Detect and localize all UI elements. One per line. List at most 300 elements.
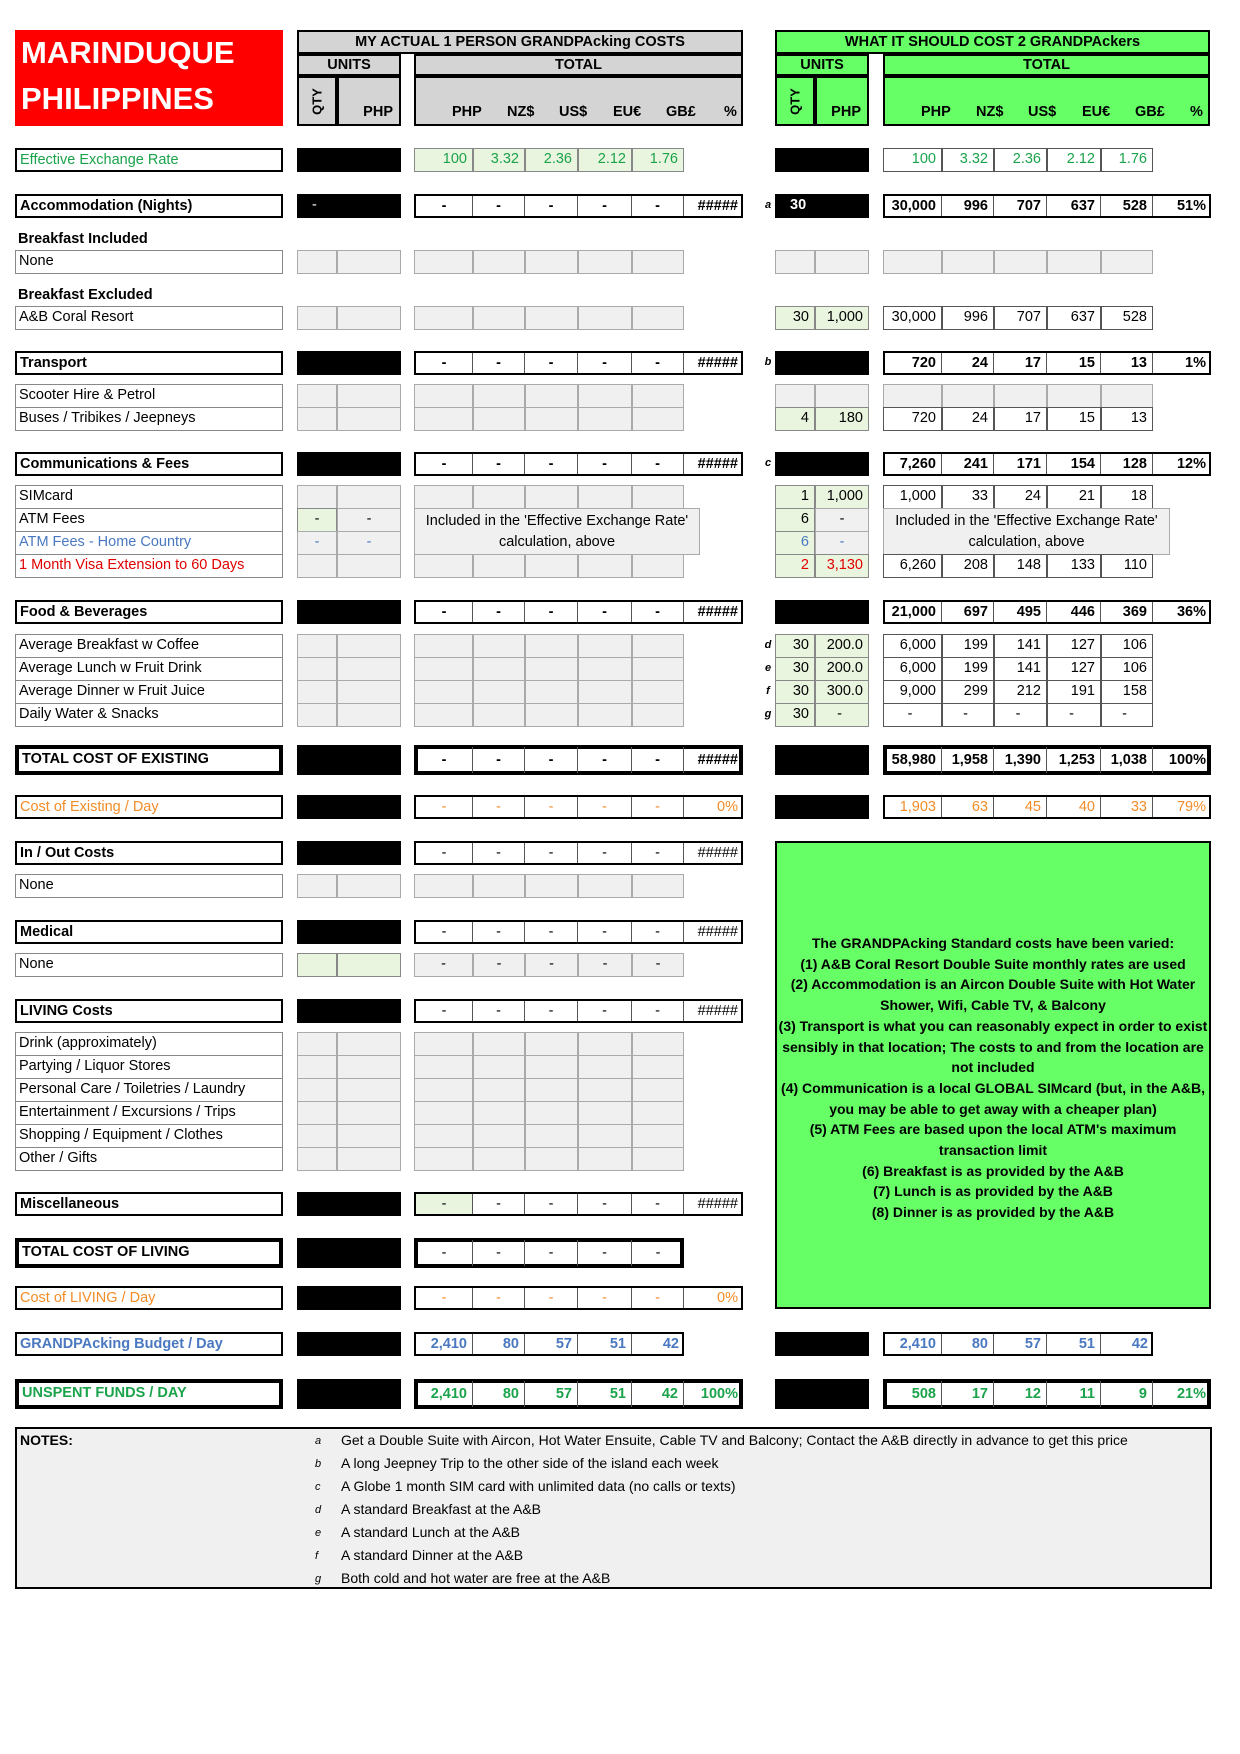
actual-val-living-4: - bbox=[632, 1001, 684, 1021]
row-label-misc: Miscellaneous bbox=[15, 1192, 283, 1216]
actual-val-inout-5: ##### bbox=[697, 845, 738, 861]
units-black-a bbox=[297, 1238, 401, 1268]
should-cur-visa-1: 208 bbox=[942, 554, 994, 578]
row-label-atmh: ATM Fees - Home Country bbox=[15, 531, 283, 555]
hdr-php-b: PHP bbox=[815, 76, 869, 126]
note-text: Both cold and hot water are free at the A&B bbox=[341, 1570, 611, 1586]
actual-cur-buses-0 bbox=[414, 407, 473, 431]
actual-php-coral bbox=[337, 306, 401, 330]
should-val-ced-0: 1,903 bbox=[885, 797, 942, 817]
actual-cur-visa-0 bbox=[414, 554, 473, 578]
units-black-b bbox=[775, 452, 869, 476]
actual-val-misc-4: - bbox=[632, 1194, 684, 1214]
included-text-line2: calculation, above bbox=[968, 534, 1085, 550]
actual-val-med-4: - bbox=[632, 922, 684, 942]
should-val-food-2: 495 bbox=[994, 602, 1047, 622]
should-qty-sim: 1 bbox=[775, 485, 815, 509]
title-block bbox=[15, 30, 283, 126]
notes-label: NOTES: bbox=[20, 1432, 73, 1448]
actual-val-ced-2: - bbox=[525, 797, 578, 817]
should-php-bkf: 200.0 bbox=[815, 634, 869, 658]
units-black-b bbox=[775, 351, 869, 375]
actual-val-cld-3: - bbox=[578, 1288, 632, 1308]
should-val-ced-3: 40 bbox=[1047, 797, 1101, 817]
should-rate-1: 3.32 bbox=[942, 148, 994, 172]
actual-val-comm-5: ##### bbox=[697, 456, 738, 472]
should-val-unspent-5: 21% bbox=[1176, 1386, 1206, 1402]
row-label-comm: Communications & Fees bbox=[15, 452, 283, 476]
units-black-a bbox=[297, 1379, 401, 1409]
should-php-sim: 1,000 bbox=[815, 485, 869, 509]
actual-val-living-2: - bbox=[525, 1001, 578, 1021]
actual-val-inout-0: - bbox=[416, 843, 473, 863]
actual-cur-other-3 bbox=[578, 1147, 632, 1171]
should-cur-visa-4: 110 bbox=[1101, 554, 1153, 578]
actual-val-living-3: - bbox=[578, 1001, 632, 1021]
actual-val-trans-3: - bbox=[578, 353, 632, 373]
actual-rate-1: 3.32 bbox=[473, 148, 525, 172]
should-val-budget-3: 51 bbox=[1047, 1334, 1101, 1354]
hdr-php: PHP bbox=[921, 104, 951, 120]
actual-cur-none3-1: - bbox=[473, 953, 525, 977]
actual-php-water bbox=[337, 703, 401, 727]
actual-val-ced-1: - bbox=[473, 797, 525, 817]
should-qty-water: 30 bbox=[775, 703, 815, 727]
actual-cur-lun-1 bbox=[473, 657, 525, 681]
should-rate-3: 2.12 bbox=[1047, 148, 1101, 172]
actual-cur-coral-3 bbox=[578, 306, 632, 330]
should-cur-sim-4: 18 bbox=[1101, 485, 1153, 509]
subhead-breakfast-included: Breakfast Included bbox=[18, 231, 148, 247]
should-val-food-1: 697 bbox=[942, 602, 994, 622]
actual-qty-other bbox=[297, 1147, 337, 1171]
should-cur-water-3: - bbox=[1047, 703, 1101, 727]
actual-cur-sim-2 bbox=[525, 485, 578, 509]
variation-note-line: (5) ATM Fees are based upon the local ATM's maximum bbox=[809, 1121, 1177, 1138]
actual-cur-sim-4 bbox=[632, 485, 684, 509]
actual-qty-sim bbox=[297, 485, 337, 509]
units-black-a bbox=[297, 452, 401, 476]
actual-cur-party-3 bbox=[578, 1055, 632, 1079]
should-cur-bkf-2: 141 bbox=[994, 634, 1047, 658]
should-cur-water-0: - bbox=[883, 703, 942, 727]
row-label-ced: Cost of Existing / Day bbox=[15, 795, 283, 819]
actual-val-inout-3: - bbox=[578, 843, 632, 863]
should-val-food-3: 446 bbox=[1047, 602, 1101, 622]
row-label-none3: None bbox=[15, 953, 283, 977]
actual-val-misc-3: - bbox=[578, 1194, 632, 1214]
variation-note-line: The GRANDPAcking Standard costs have been varied: bbox=[811, 935, 1175, 951]
qty-label: QTY bbox=[309, 88, 325, 115]
actual-php-scooter bbox=[337, 384, 401, 408]
should-val-budget-2: 57 bbox=[994, 1334, 1047, 1354]
should-php-none1 bbox=[815, 250, 869, 274]
actual-val-trans-4: - bbox=[632, 353, 684, 373]
actual-cur-ent-0 bbox=[414, 1101, 473, 1125]
hdr-usd: US$ bbox=[559, 104, 588, 120]
actual-cur-other-4 bbox=[632, 1147, 684, 1171]
actual-qty-none1 bbox=[297, 250, 337, 274]
should-val-unspent-4: 9 bbox=[1101, 1381, 1153, 1407]
actual-php-atm: - bbox=[337, 508, 401, 532]
actual-val-living-1: - bbox=[473, 1001, 525, 1021]
variation-notes-lines bbox=[777, 933, 1209, 1223]
units-black-a: - bbox=[297, 194, 401, 218]
actual-val-budget-1: 80 bbox=[473, 1334, 525, 1354]
should-cur-none1-1 bbox=[942, 250, 994, 274]
should-cur-bkf-0: 6,000 bbox=[883, 634, 942, 658]
row-label-scooter: Scooter Hire & Petrol bbox=[15, 384, 283, 408]
qty-label: QTY bbox=[787, 88, 803, 115]
actual-rate-3: 2.12 bbox=[578, 148, 632, 172]
actual-val-tcl-1: - bbox=[473, 1240, 525, 1266]
row-label-other: Other / Gifts bbox=[15, 1147, 283, 1171]
actual-val-tcl-4: - bbox=[655, 1245, 661, 1261]
should-cur-coral-4: 528 bbox=[1101, 306, 1153, 330]
row-label-none2: None bbox=[15, 874, 283, 898]
actual-cur-shop-3 bbox=[578, 1124, 632, 1148]
actual-val-tce-0: - bbox=[416, 747, 473, 773]
units-black-a bbox=[297, 1332, 401, 1356]
actual-cur-coral-0 bbox=[414, 306, 473, 330]
units-black-b bbox=[775, 148, 869, 172]
actual-cur-coral-1 bbox=[473, 306, 525, 330]
hdr-pct: % bbox=[1190, 104, 1203, 120]
should-cur-din-4: 158 bbox=[1101, 680, 1153, 704]
row-label-drink: Drink (approximately) bbox=[15, 1032, 283, 1056]
should-qty-visa: 2 bbox=[775, 554, 815, 578]
note-marker-c: c bbox=[764, 457, 772, 469]
variation-note-line: (8) Dinner is as provided by the A&B bbox=[871, 1204, 1115, 1221]
actual-val-unspent-1: 80 bbox=[473, 1381, 525, 1407]
units-black-a bbox=[297, 1192, 401, 1216]
should-val-food-4: 369 bbox=[1101, 602, 1153, 622]
should-val-tce-2: 1,390 bbox=[994, 747, 1047, 773]
actual-qty-din bbox=[297, 680, 337, 704]
actual-php-shop bbox=[337, 1124, 401, 1148]
actual-php-pcare bbox=[337, 1078, 401, 1102]
actual-val-comm-2: - bbox=[525, 454, 578, 474]
subhead-breakfast-excluded: Breakfast Excluded bbox=[18, 287, 153, 303]
should-php-scooter bbox=[815, 384, 869, 408]
row-label-inout: In / Out Costs bbox=[15, 841, 283, 865]
should-qty-bkf: 30 bbox=[775, 634, 815, 658]
should-cur-coral-0: 30,000 bbox=[883, 306, 942, 330]
actual-val-tcl-0: - bbox=[416, 1240, 473, 1266]
actual-val-inout-1: - bbox=[473, 843, 525, 863]
should-val-ced-4: 33 bbox=[1101, 797, 1153, 817]
should-val-ced-5: 79% bbox=[1176, 799, 1206, 815]
actual-val-budget-4: 42 bbox=[662, 1336, 679, 1352]
units-black-a bbox=[297, 351, 401, 375]
actual-cur-lun-0 bbox=[414, 657, 473, 681]
hdr-cur-b bbox=[883, 76, 1210, 126]
actual-php-ent bbox=[337, 1101, 401, 1125]
actual-cur-none2-3 bbox=[578, 874, 632, 898]
actual-cur-buses-4 bbox=[632, 407, 684, 431]
should-qty-atmh: 6 bbox=[775, 531, 815, 555]
actual-qty-lun bbox=[297, 657, 337, 681]
actual-val-budget-0: 2,410 bbox=[416, 1334, 473, 1354]
actual-cur-ent-1 bbox=[473, 1101, 525, 1125]
actual-val-unspent-5: 100% bbox=[700, 1386, 738, 1402]
actual-cur-water-3 bbox=[578, 703, 632, 727]
actual-val-ced-0: - bbox=[416, 797, 473, 817]
actual-val-food-3: - bbox=[578, 602, 632, 622]
row-label-none1: None bbox=[15, 250, 283, 274]
hdr-eur: EU€ bbox=[1082, 104, 1111, 120]
row-label-buses: Buses / Tribikes / Jeepneys bbox=[15, 407, 283, 431]
actual-cur-pcare-0 bbox=[414, 1078, 473, 1102]
should-cur-lun-3: 127 bbox=[1047, 657, 1101, 681]
should-cur-din-1: 299 bbox=[942, 680, 994, 704]
should-val-budget-4: 42 bbox=[1131, 1336, 1148, 1352]
note-marker-d: d bbox=[764, 639, 772, 651]
actual-php-none1 bbox=[337, 250, 401, 274]
actual-qty-party bbox=[297, 1055, 337, 1079]
note-marker-f: f bbox=[766, 685, 770, 697]
actual-val-cld-1: - bbox=[473, 1288, 525, 1308]
units-black-b bbox=[775, 745, 869, 775]
actual-val-med-3: - bbox=[578, 922, 632, 942]
units-black-a bbox=[297, 1286, 401, 1310]
should-cur-scooter-1 bbox=[942, 384, 994, 408]
actual-val-misc-2: - bbox=[525, 1194, 578, 1214]
actual-cur-buses-2 bbox=[525, 407, 578, 431]
variation-note-line: (2) Accommodation is an Aircon Double Suite with Hot Water bbox=[790, 976, 1196, 993]
actual-val-food-4: - bbox=[632, 602, 684, 622]
should-cur-visa-3: 133 bbox=[1047, 554, 1101, 578]
units-black-a bbox=[297, 920, 401, 944]
actual-val-tce-3: - bbox=[578, 747, 632, 773]
units-black-a bbox=[297, 999, 401, 1023]
actual-cur-shop-2 bbox=[525, 1124, 578, 1148]
actual-val-unspent-2: 57 bbox=[525, 1381, 578, 1407]
actual-php-other bbox=[337, 1147, 401, 1171]
should-cur-din-2: 212 bbox=[994, 680, 1047, 704]
should-val-unspent-0: 508 bbox=[885, 1381, 942, 1407]
actual-val-misc-5: ##### bbox=[697, 1196, 738, 1212]
hdr-actual: MY ACTUAL 1 PERSON GRANDPAcking COSTS bbox=[297, 30, 743, 54]
row-label-ent: Entertainment / Excursions / Trips bbox=[15, 1101, 283, 1125]
actual-php-none3 bbox=[337, 953, 401, 977]
should-val-comm-2: 171 bbox=[994, 454, 1047, 474]
actual-val-food-0: - bbox=[416, 602, 473, 622]
should-cur-buses-0: 720 bbox=[883, 407, 942, 431]
actual-cur-water-1 bbox=[473, 703, 525, 727]
note-text: A long Jeepney Trip to the other side of the island each week bbox=[341, 1455, 719, 1471]
row-label-shop: Shopping / Equipment / Clothes bbox=[15, 1124, 283, 1148]
actual-val-comm-1: - bbox=[473, 454, 525, 474]
row-label-tcl: TOTAL COST OF LIVING bbox=[15, 1238, 283, 1268]
actual-val-tce-4: - bbox=[632, 747, 684, 773]
actual-cur-drink-3 bbox=[578, 1032, 632, 1056]
actual-val-accom-3: - bbox=[578, 196, 632, 216]
actual-cur-ent-2 bbox=[525, 1101, 578, 1125]
actual-cur-bkf-0 bbox=[414, 634, 473, 658]
should-val-unspent-2: 12 bbox=[994, 1381, 1047, 1407]
hdr-usd: US$ bbox=[1028, 104, 1057, 120]
actual-cur-din-4 bbox=[632, 680, 684, 704]
actual-val-tce-5: ##### bbox=[697, 752, 738, 768]
hdr-total-b: TOTAL bbox=[883, 54, 1210, 76]
note-key: d bbox=[315, 1504, 322, 1516]
variation-note-line: Shower, Wifi, Cable TV, & Balcony bbox=[880, 997, 1106, 1014]
actual-php-atmh: - bbox=[337, 531, 401, 555]
actual-val-comm-3: - bbox=[578, 454, 632, 474]
actual-cur-drink-1 bbox=[473, 1032, 525, 1056]
should-cur-bkf-1: 199 bbox=[942, 634, 994, 658]
actual-cur-none2-2 bbox=[525, 874, 578, 898]
actual-cur-none3-2: - bbox=[525, 953, 578, 977]
should-qty-scooter bbox=[775, 384, 815, 408]
should-cur-water-4: - bbox=[1101, 703, 1153, 727]
should-val-trans-5: 1% bbox=[1185, 355, 1206, 371]
note-key: b bbox=[315, 1458, 322, 1470]
should-cur-scooter-2 bbox=[994, 384, 1047, 408]
should-cur-lun-0: 6,000 bbox=[883, 657, 942, 681]
included-box-b bbox=[883, 508, 1170, 555]
actual-php-sim bbox=[337, 485, 401, 509]
note-marker-a: a bbox=[764, 199, 772, 211]
actual-val-med-5: ##### bbox=[697, 924, 738, 940]
actual-cur-pcare-3 bbox=[578, 1078, 632, 1102]
actual-val-tcl-3: - bbox=[578, 1240, 632, 1266]
should-val-unspent-1: 17 bbox=[942, 1381, 994, 1407]
actual-val-trans-5: ##### bbox=[697, 355, 738, 371]
should-val-trans-4: 13 bbox=[1101, 353, 1153, 373]
actual-cur-din-1 bbox=[473, 680, 525, 704]
actual-val-trans-1: - bbox=[473, 353, 525, 373]
actual-cur-none1-3 bbox=[578, 250, 632, 274]
actual-cur-water-2 bbox=[525, 703, 578, 727]
should-cur-lun-1: 199 bbox=[942, 657, 994, 681]
should-cur-water-1: - bbox=[942, 703, 994, 727]
should-val-accom-4: 528 bbox=[1101, 196, 1153, 216]
should-val-comm-0: 7,260 bbox=[885, 454, 942, 474]
actual-cur-scooter-4 bbox=[632, 384, 684, 408]
should-cur-bkf-3: 127 bbox=[1047, 634, 1101, 658]
actual-cur-sim-0 bbox=[414, 485, 473, 509]
actual-val-comm-4: - bbox=[632, 454, 684, 474]
actual-val-unspent-0: 2,410 bbox=[416, 1381, 473, 1407]
actual-val-misc-0: - bbox=[416, 1194, 473, 1214]
should-rate-4: 1.76 bbox=[1101, 148, 1153, 172]
actual-cur-water-0 bbox=[414, 703, 473, 727]
actual-qty-atm: - bbox=[297, 508, 337, 532]
actual-val-cld-0: - bbox=[416, 1288, 473, 1308]
should-val-ced-1: 63 bbox=[942, 797, 994, 817]
actual-val-inout-2: - bbox=[525, 843, 578, 863]
variation-note-line: not included bbox=[951, 1059, 1035, 1076]
actual-rate-4: 1.76 bbox=[632, 148, 684, 172]
actual-val-ced-3: - bbox=[578, 797, 632, 817]
actual-val-unspent-4: 42 bbox=[632, 1381, 684, 1407]
actual-val-budget-3: 51 bbox=[578, 1334, 632, 1354]
actual-cur-coral-2 bbox=[525, 306, 578, 330]
row-label-food: Food & Beverages bbox=[15, 600, 283, 624]
actual-php-party bbox=[337, 1055, 401, 1079]
notes-box bbox=[15, 1427, 1212, 1589]
should-qty-buses: 4 bbox=[775, 407, 815, 431]
should-cur-lun-2: 141 bbox=[994, 657, 1047, 681]
actual-cur-visa-1 bbox=[473, 554, 525, 578]
variation-note-line: (4) Communication is a local GLOBAL SIMcard (but, in the A&B, bbox=[781, 1079, 1205, 1096]
actual-cur-none2-1 bbox=[473, 874, 525, 898]
should-cur-visa-0: 6,260 bbox=[883, 554, 942, 578]
actual-val-accom-1: - bbox=[473, 196, 525, 216]
units-black-a bbox=[297, 795, 401, 819]
hdr-php: PHP bbox=[452, 104, 482, 120]
should-val-tce-0: 58,980 bbox=[885, 747, 942, 773]
should-cur-none1-0 bbox=[883, 250, 942, 274]
actual-cur-lun-3 bbox=[578, 657, 632, 681]
actual-val-inout-4: - bbox=[632, 843, 684, 863]
actual-cur-ent-3 bbox=[578, 1101, 632, 1125]
row-label-atm: ATM Fees bbox=[15, 508, 283, 532]
should-val-tce-4: 1,038 bbox=[1101, 747, 1153, 773]
row-label-water: Daily Water & Snacks bbox=[15, 703, 283, 727]
hdr-nzd: NZ$ bbox=[976, 104, 1004, 120]
actual-php-din bbox=[337, 680, 401, 704]
actual-cur-coral-4 bbox=[632, 306, 684, 330]
variation-note-line: you may be able to get away with a cheaper plan) bbox=[829, 1100, 1157, 1117]
units-black-a bbox=[297, 841, 401, 865]
variation-note-line: sensibly in that location; The costs to and from the location are bbox=[782, 1038, 1204, 1055]
actual-cur-none1-4 bbox=[632, 250, 684, 274]
should-val-accom-1: 996 bbox=[942, 196, 994, 216]
actual-val-cld-2: - bbox=[525, 1288, 578, 1308]
actual-qty-drink bbox=[297, 1032, 337, 1056]
actual-rate-0: 100 bbox=[414, 148, 473, 172]
hdr-cur-a bbox=[414, 76, 743, 126]
should-val-trans-2: 17 bbox=[994, 353, 1047, 373]
actual-val-cld-5: 0% bbox=[717, 1290, 738, 1306]
should-qty-din: 30 bbox=[775, 680, 815, 704]
actual-qty-atmh: - bbox=[297, 531, 337, 555]
actual-cur-bkf-4 bbox=[632, 634, 684, 658]
should-cur-sim-2: 24 bbox=[994, 485, 1047, 509]
units-black-b bbox=[775, 1332, 869, 1356]
should-cur-scooter-0 bbox=[883, 384, 942, 408]
note-key: e bbox=[315, 1527, 322, 1539]
actual-cur-visa-4 bbox=[632, 554, 684, 578]
should-cur-none1-3 bbox=[1047, 250, 1101, 274]
actual-val-tce-1: - bbox=[473, 747, 525, 773]
units-black-a bbox=[297, 600, 401, 624]
actual-qty-none3 bbox=[297, 953, 337, 977]
row-label-sim: SIMcard bbox=[15, 485, 283, 509]
row-label-accom: Accommodation (Nights) bbox=[15, 194, 283, 218]
actual-cur-pcare-4 bbox=[632, 1078, 684, 1102]
should-val-comm-4: 128 bbox=[1101, 454, 1153, 474]
actual-cur-party-0 bbox=[414, 1055, 473, 1079]
included-text-line1: Included in the 'Effective Exchange Rate' bbox=[895, 513, 1158, 529]
actual-val-food-2: - bbox=[525, 602, 578, 622]
units-black-a bbox=[297, 148, 401, 172]
actual-val-tce-2: - bbox=[525, 747, 578, 773]
actual-cur-party-4 bbox=[632, 1055, 684, 1079]
row-label-visa: 1 Month Visa Extension to 60 Days bbox=[15, 554, 283, 578]
should-cur-lun-4: 106 bbox=[1101, 657, 1153, 681]
row-label-budget: GRANDPAcking Budget / Day bbox=[15, 1332, 283, 1356]
actual-cur-sim-3 bbox=[578, 485, 632, 509]
actual-cur-drink-2 bbox=[525, 1032, 578, 1056]
should-cur-coral-1: 996 bbox=[942, 306, 994, 330]
actual-cur-none2-4 bbox=[632, 874, 684, 898]
actual-cur-scooter-2 bbox=[525, 384, 578, 408]
note-marker-b: b bbox=[764, 356, 772, 368]
